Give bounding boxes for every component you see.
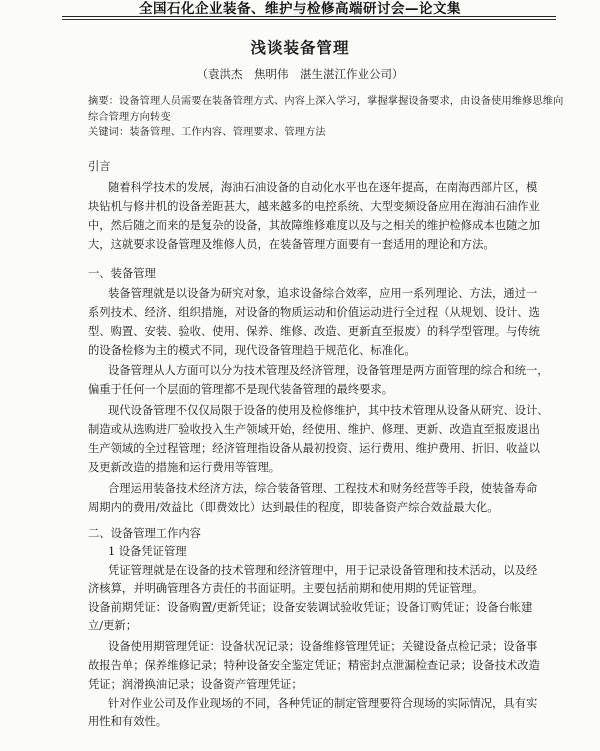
paragraph-line: 设备前期凭证：设备购置/更新凭证；设备安装调试验收凭证；设备订购凭证；设备台帐建 [88,601,533,614]
paragraph-line: 济核算，并明确管理各方责任的书面证明。主要包括前期和使用期的凭证管理。 [88,582,484,595]
paragraph-line: 立/更新； [88,619,137,632]
header-rule [62,16,556,17]
paragraph-line: 大，这就要求设备管理及维修人员，在装备管理方面要有一套适用的理论和方法。 [88,238,495,251]
paragraph-line: 的设备检修为主的模式不同，现代设备管理趋于规范化、标准化。 [88,344,416,357]
paragraph-line: 中，然后随之而来的是复杂的设备，其故障维修难度以及与之相关的维护检修成本也随之加 [88,219,540,232]
authors: （袁洪杰 焦明伟 湛生湛江作业公司） [196,67,404,81]
section-heading: 一、装备管理 [88,267,156,280]
paragraph-line: 合理运用装备技术经济方法，综合装备管理、工程技术和财务经营等手段，使装备寿命 [108,482,538,495]
paragraph-line: 制造或从选购进厂验收投入生产领域开始，经使用、维护、修理、更新、改造直至报废退出 [88,423,540,436]
paragraph-line: 凭证管理就是在设备的技术管理和经济管理中，用于记录设备管理和技术活动，以及经 [108,564,538,577]
paragraph-line: 偏重于任何一个层面的管理都不是现代装备管理的最终要求。 [88,383,394,396]
intro-heading: 引言 [88,160,111,173]
paper-title: 浅谈装备管理 [250,39,350,57]
paragraph-line: 用性和有效性。 [88,715,168,728]
abstract-line: 综合管理方向转变 [88,112,171,123]
keywords: 关键词：装备管理、工作内容、管理要求、管理方法 [88,127,326,138]
paragraph-line: 装备管理就是以设备为研究对象，追求设备综合效率，应用一系列理论、方法，通过一 [108,287,538,300]
paragraph-line: 设备管理从人方面可以分为技术管理及经济管理，设备管理是两方面管理的综合和统一， [108,364,549,377]
paragraph-line: 凭证；润滑换油记录；设备资产管理凭证； [88,678,303,691]
paragraph-line: 故报告单；保养维修记录；特种设备安全鉴定凭证；精密封点泄漏检查记录；设备技术改造 [88,659,540,672]
subsection-heading: 1 设备凭证管理 [108,545,187,558]
paragraph-line: 块钻机与修井机的设备差距甚大，越来越多的电控系统、大型变频设备应用在海油石油作业 [88,200,540,213]
paragraph-line: 及更新改造的措施和运行费用等管理。 [88,461,281,474]
header-rule-thin [62,19,556,20]
paragraph-line: 生产领域的全过程管理；经济管理指设备从最初投资、运行费用、维护费用、折旧、收益以 [88,442,540,455]
running-head: 全国石化企业装备、维护与检修高端研讨会—论文集 [139,1,461,17]
paragraph-line: 型、购置、安装、验收、使用、保养、维修、改造、更新直至报废）的科学型管理。与传统 [88,325,540,338]
section-heading: 二、设备管理工作内容 [88,527,201,540]
abstract-line: 摘要：设备管理人员需要在装备管理方式、内容上深入学习，掌握掌握设备要求，由设备使用维修思维向 [88,96,564,107]
paragraph-line: 针对作业公司及作业现场的不同，各种凭证的制定管理要符合现场的实际情况，具有实 [108,697,538,710]
paragraph-line: 系列技术、经济、组织措施，对设备的物质运动和价值运动进行全过程（从规划、设计、选 [88,306,540,319]
paragraph-line: 设备使用期管理凭证：设备状况记录；设备维修管理凭证；关键设备点检记录；设备事 [108,640,538,653]
paragraph-line: 周期内的费用/效益比（即费效比）达到最佳的程度，即装备资产综合效益最大化。 [88,501,499,514]
paragraph-line: 现代设备管理不仅仅局限于设备的使用及检修维护，其中技术管理从设备从研究、设计、 [108,404,549,417]
paragraph-line: 随着科学技术的发展，海油石油设备的自动化水平也在逐年提高，在南海西部片区，模 [108,181,538,194]
